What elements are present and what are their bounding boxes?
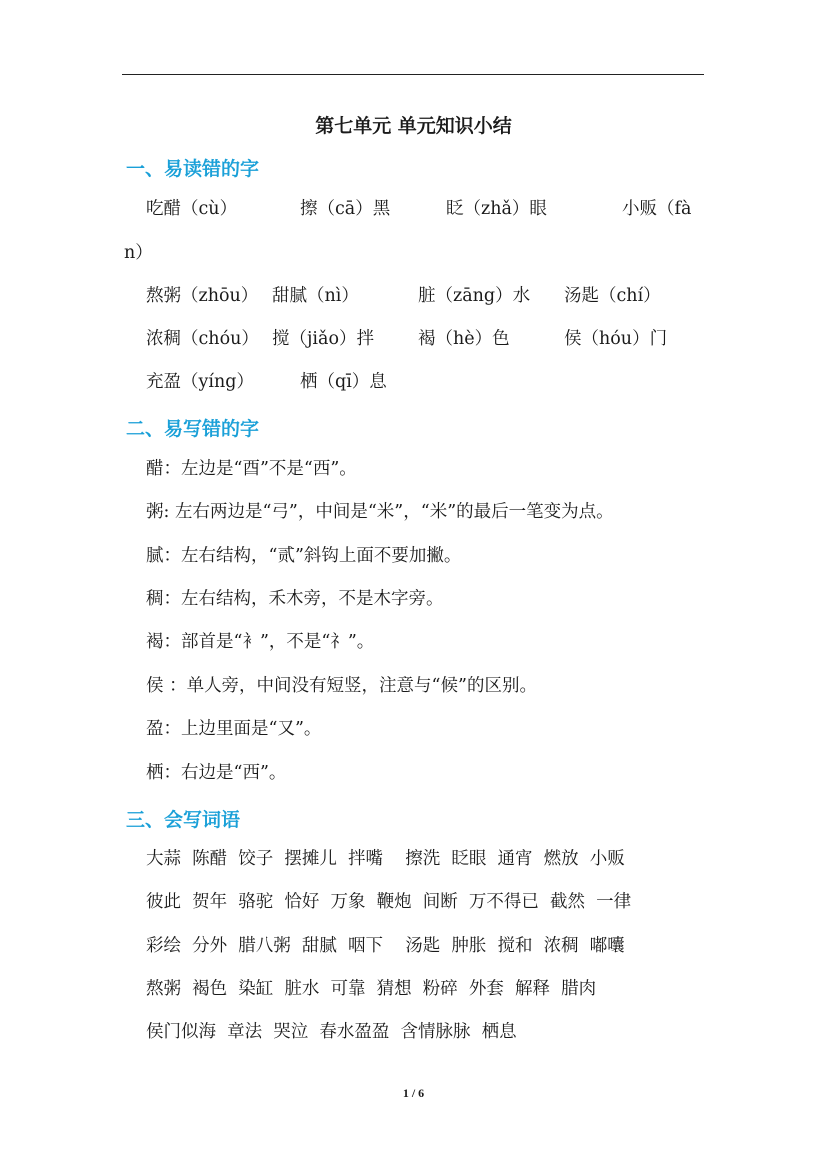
reading-item: 甜腻（nì） bbox=[272, 286, 359, 306]
writing-note: 醋：左边是“酉”不是“西”。 bbox=[146, 459, 357, 479]
reading-item: 浓稠（chóu） bbox=[146, 329, 259, 349]
vocab-line: 彼此 贺年 骆驼 恰好 万象 鞭炮 间断 万不得已 截然 一律 bbox=[146, 892, 632, 912]
vocab-line: 大蒜 陈醋 饺子 摆摊儿 拌嘴 擦洗 眨眼 通宵 燃放 小贩 bbox=[146, 849, 625, 869]
writing-note: 盈：上边里面是“又”。 bbox=[146, 719, 322, 739]
writing-note: 侯 ：单人旁，中间没有短竖，注意与“候”的区别。 bbox=[146, 676, 537, 696]
vocab-line: 彩绘 分外 腊八粥 甜腻 咽下 汤匙 肿胀 搅和 浓稠 嘟囔 bbox=[146, 936, 625, 956]
reading-item: 搅（jiǎo）拌 bbox=[272, 329, 374, 349]
writing-note: 腻：左右结构，“贰”斜钩上面不要加撇。 bbox=[146, 546, 462, 566]
section-heading-1: 一、易读错的字 bbox=[126, 158, 260, 180]
reading-item: 充盈（yíng） bbox=[146, 372, 254, 392]
header-rule bbox=[122, 74, 704, 75]
reading-item: 眨（zhǎ）眼 bbox=[446, 199, 547, 219]
vocab-line: 侯门似海 章法 哭泣 春水盈盈 含情脉脉 栖息 bbox=[146, 1022, 517, 1042]
writing-note: 褐：部首是“衤”，不是“礻”。 bbox=[146, 632, 375, 652]
section-heading-2: 二、易写错的字 bbox=[126, 418, 260, 440]
reading-item: 擦（cā）黑 bbox=[300, 199, 391, 219]
reading-item: 汤匙（chí） bbox=[564, 286, 661, 306]
section-heading-3: 三、会写词语 bbox=[126, 809, 241, 831]
writing-note: 栖：右边是“西”。 bbox=[146, 763, 287, 783]
reading-item: 熬粥（zhōu） bbox=[146, 286, 259, 306]
writing-note: 稠：左右结构，禾木旁，不是木字旁。 bbox=[146, 589, 444, 609]
reading-item: 褐（hè）色 bbox=[418, 329, 510, 349]
reading-item: 栖（qī）息 bbox=[300, 372, 387, 392]
reading-item: 小贩（fà bbox=[622, 199, 692, 219]
writing-note: 粥: 左右两边是“弓”，中间是“米”，“米”的最后一笔变为点。 bbox=[146, 502, 614, 522]
reading-item-wrap: n） bbox=[124, 243, 153, 263]
reading-item: 吃醋（cù） bbox=[146, 199, 238, 219]
reading-item: 脏（zāng）水 bbox=[418, 286, 531, 306]
reading-item: 侯（hóu）门 bbox=[564, 329, 668, 349]
page-number: 1 / 6 bbox=[402, 1086, 425, 1100]
page-title: 第七单元 单元知识小结 bbox=[315, 115, 512, 137]
vocab-line: 熬粥 褐色 染缸 脏水 可靠 猜想 粉碎 外套 解释 腊肉 bbox=[146, 979, 597, 999]
